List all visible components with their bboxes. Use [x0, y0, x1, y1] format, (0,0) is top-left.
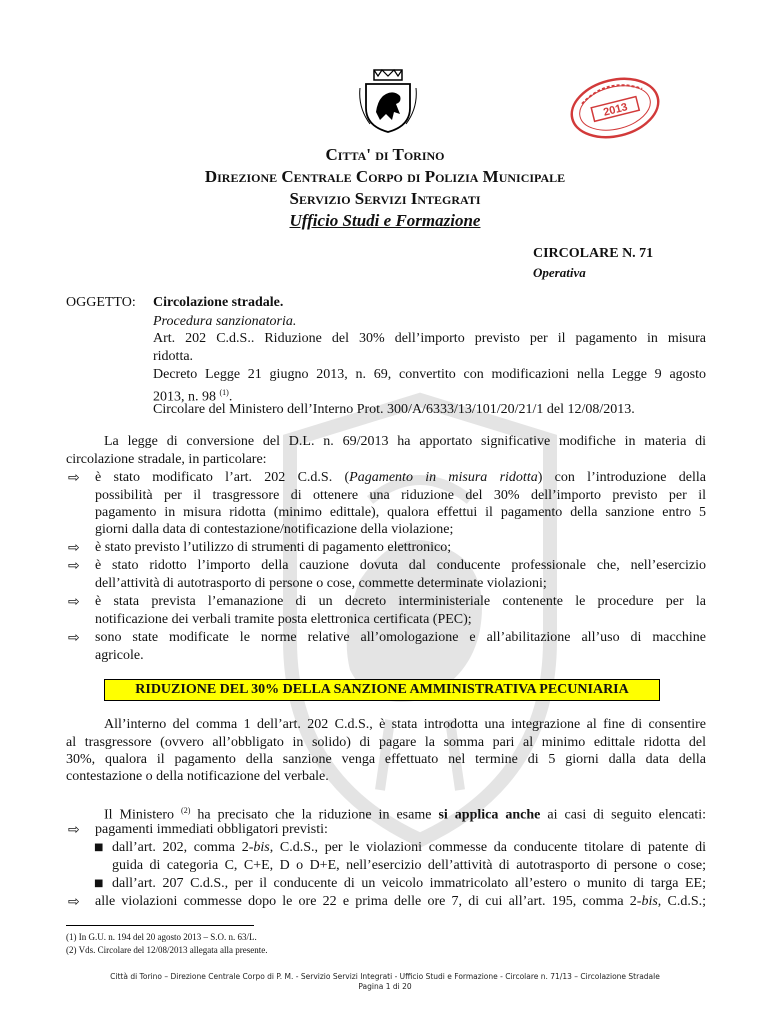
- page-footer: Città di Torino – Direzione Centrale Corpo di P. M. - Servizio Servizi Integrati - Ufficio Studi e Formazione - Circolare n. 71/13 – Circolazione Stradale: [110, 972, 660, 981]
- list-item: alle violazioni commesse dopo le ore 22 e prima delle ore 7, di cui all’art. 195, comma 2-bis, C.d.S.;: [95, 894, 706, 909]
- torino-crest-icon: [356, 68, 420, 134]
- city-title: Citta' di Torino: [325, 145, 445, 164]
- subject-line: Circolare del Ministero dell’Interno Prot. 300/A/6333/13/101/20/21/1 del 12/08/2013.: [153, 402, 635, 417]
- sub-list-item-line: guida di categoria C, C+E, D o D+E, nell’esercizio dell’attività di autotrasporto di persone o cose;: [112, 858, 706, 873]
- list-item: è stato ridotto l’importo della cauzione dovuta dal conducente professionale che, nell’esercizio: [95, 558, 706, 573]
- subject-label: OGGETTO:: [66, 295, 136, 310]
- footnote: (2) Vds. Circolare del 12/08/2013 allegata alla presente.: [66, 945, 268, 955]
- arrow-bullet-icon: ⇨: [68, 822, 80, 838]
- section-heading: RIDUZIONE DEL 30% DELLA SANZIONE AMMINISTRATIVA PECUNIARIA: [104, 679, 660, 701]
- list-item: è stato previsto l’utilizzo di strumenti di pagamento elettronico;: [95, 540, 452, 555]
- list-item: sono state modificate le norme relative all’omologazione e all’abilitazione all’uso di macchine: [95, 630, 706, 645]
- list-item-line: pagamento in misura ridotta (minimo edittale), qualora effettui il pagamento della sanzione entro 5: [95, 505, 706, 520]
- list-item: pagamenti immediati obbligatori previsti:: [95, 822, 328, 837]
- footnote-ref: (1): [219, 388, 229, 397]
- arrow-bullet-icon: ⇨: [68, 594, 80, 610]
- paragraph-line: 30%, qualora il pagamento della sanzione venga effettuato nel termine di 5 giorni dalla data della: [66, 752, 706, 767]
- footnote: (1) In G.U. n. 194 del 20 agosto 2013 – S.O. n. 63/L.: [66, 932, 257, 942]
- circular-number: CIRCOLARE N. 71: [533, 246, 654, 261]
- paragraph-line: al trasgressore (ovvero all’obbligato in solido) di pagare la somma pari al minimo edittale ridotta del: [66, 735, 706, 750]
- paragraph-line: Il Ministero $^{(2)}$ ha precisato che la riduzione in esame si applica anche ai casi di seguito elencati:: [104, 806, 707, 823]
- list-item-line: agricole.: [95, 648, 144, 663]
- circular-type: Operativa: [533, 265, 586, 280]
- paragraph-line: contestazione o della notificazione del verbale.: [66, 769, 329, 784]
- arrow-bullet-icon: ⇨: [68, 540, 80, 556]
- subject-line: Decreto Legge 21 giugno 2013, n. 69, convertito con modificazioni nella Legge 9 agosto: [153, 367, 706, 382]
- list-item-line: dell’attività di autotrasporto di persone o cose, commette determinate violazioni;: [95, 576, 547, 591]
- subject-line: 2013, n. 98 $^{(1)}$.: [153, 388, 233, 405]
- protocol-stamp-icon: [560, 68, 670, 148]
- subject-line: Art. 202 C.d.S.. Riduzione del 30% dell’importo previsto per il pagamento in misura: [153, 331, 706, 346]
- square-bullet-icon: ■: [94, 842, 104, 853]
- sub-list-item: dall’art. 202, comma 2-bis, C.d.S., per le violazioni commesse da conducente titolare di patente di: [112, 840, 706, 855]
- list-item-line: notificazione dei verbali tramite posta elettronica certificata (PEC);: [95, 612, 472, 627]
- service-title: Servizio Servizi Integrati: [289, 189, 481, 208]
- arrow-bullet-icon: ⇨: [68, 630, 80, 646]
- square-bullet-icon: ■: [94, 878, 104, 889]
- intro-line: circolazione stradale, in particolare:: [66, 452, 267, 467]
- subject-title: Circolazione stradale.: [153, 295, 284, 310]
- paragraph-line: All’interno del comma 1 dell’art. 202 C.d.S., è stata introdotta una integrazione al fine di consentire: [104, 717, 706, 732]
- sub-list-item: dall’art. 207 C.d.S., per il conducente di un veicolo immatricolato all’estero o munito di targa EE;: [112, 876, 706, 891]
- subject-line: ridotta.: [153, 349, 194, 364]
- direction-title: Direzione Centrale Corpo di Polizia Municipale: [204, 167, 566, 186]
- subject-procedure: Procedura sanzionatoria.: [153, 314, 297, 329]
- list-item: è stato modificato l’art. 202 C.d.S. (Pagamento in misura ridotta) con l’introduzione della: [95, 470, 706, 485]
- page-number: Pagina 1 di 20: [358, 982, 412, 991]
- list-item: è stata prevista l’emanazione di un decreto interministeriale contenente le procedure per la: [95, 594, 706, 609]
- list-item-line: possibilità per il trasgressore di ottenere una riduzione del 30% dell’importo previsto per il: [95, 488, 706, 503]
- arrow-bullet-icon: ⇨: [68, 558, 80, 574]
- footnote-separator: [66, 925, 254, 926]
- footnote-ref: (2): [181, 806, 191, 815]
- arrow-bullet-icon: ⇨: [68, 894, 80, 910]
- list-item-line: giorni dalla data di contestazione/notificazione della violazione;: [95, 522, 454, 537]
- intro-line: La legge di conversione del D.L. n. 69/2013 ha apportato significative modifiche in materia di: [104, 434, 706, 449]
- office-title: Ufficio Studi e Formazione: [289, 211, 481, 230]
- stamp-year: 2013: [602, 101, 629, 119]
- arrow-bullet-icon: ⇨: [68, 470, 80, 486]
